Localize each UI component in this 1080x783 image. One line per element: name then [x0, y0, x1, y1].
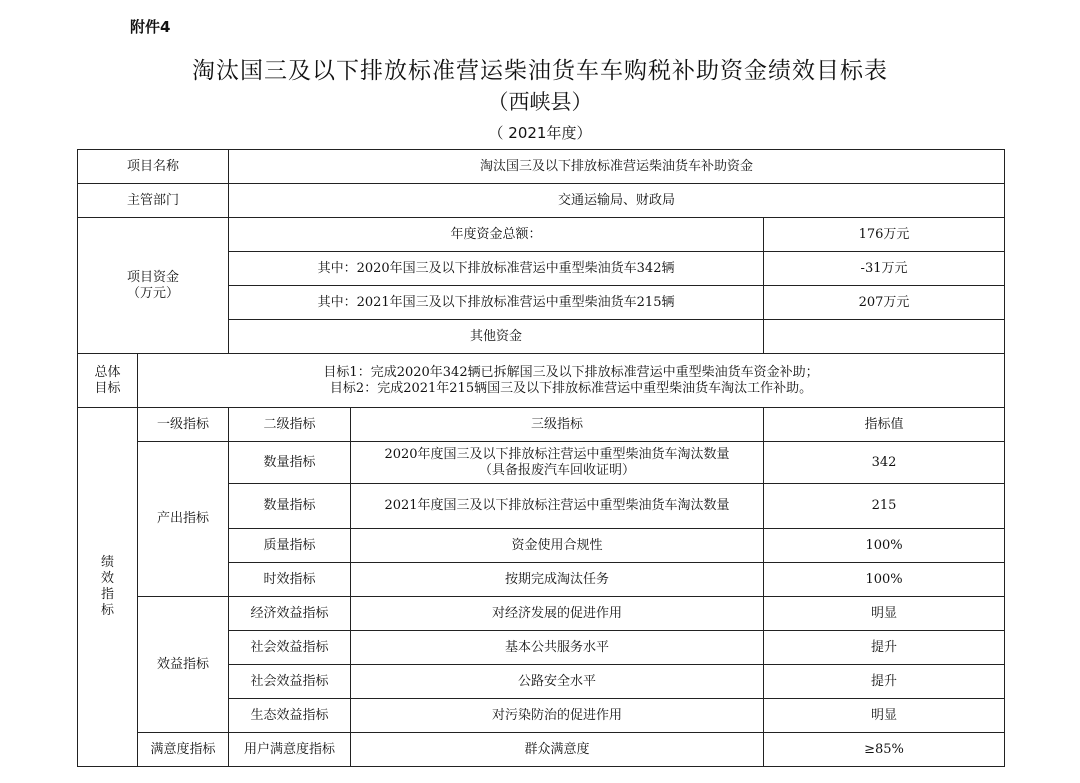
row-level3-line2: （具备报废汽车回收证明） — [479, 462, 636, 478]
performance-target-table — [77, 149, 1005, 767]
row-value: 提升 — [764, 631, 1005, 665]
row-value: 明显 — [764, 699, 1005, 733]
header-value: 指标值 — [764, 408, 1005, 442]
row-value: 100% — [764, 563, 1005, 597]
funds-label-line2: （万元） — [127, 285, 180, 301]
row-level3: 基本公共服务水平 — [351, 631, 764, 665]
output-indicator-label: 产出指标 — [138, 442, 229, 597]
row-level3: 群众满意度 — [351, 733, 764, 767]
header-level1: 一级指标 — [138, 408, 229, 442]
row-level2: 用户满意度指标 — [229, 733, 351, 767]
performance-indicator-label — [78, 408, 138, 767]
row-value: 提升 — [764, 665, 1005, 699]
table-row — [78, 150, 1005, 184]
row-level3-line1: 2020年度国三及以下排放标注营运中重型柴油货车淘汰数量 — [384, 446, 730, 462]
table-row — [78, 442, 1005, 484]
perf-char-3: 指 — [100, 587, 114, 602]
row-value: 明显 — [764, 597, 1005, 631]
funds-2020-value: -31万元 — [764, 252, 1005, 286]
funds-2021-label: 其中：2021年国三及以下排放标准营运中重型柴油货车215辆 — [229, 286, 764, 320]
overall-goal-text — [138, 354, 1005, 408]
row-level2: 质量指标 — [229, 529, 351, 563]
dept-label: 主管部门 — [78, 184, 229, 218]
row-value: 342 — [764, 442, 1005, 484]
funds-label-line1: 项目资金 — [127, 269, 180, 285]
row-value: ≥85% — [764, 733, 1005, 767]
table-row — [78, 597, 1005, 631]
row-level2: 社会效益指标 — [229, 665, 351, 699]
row-level2: 数量指标 — [229, 442, 351, 484]
overall-goal-label — [78, 354, 138, 408]
header-level3: 三级指标 — [351, 408, 764, 442]
table-row — [78, 218, 1005, 252]
dept-value: 交通运输局、财政局 — [229, 184, 1005, 218]
goal-1: 目标1：完成2020年342辆已拆解国三及以下排放标准营运中重型柴油货车资金补助； — [323, 364, 819, 380]
funds-2020-label: 其中：2020年国三及以下排放标准营运中重型柴油货车342辆 — [229, 252, 764, 286]
row-level2: 时效指标 — [229, 563, 351, 597]
overall-goal-label-line2: 目标 — [94, 380, 121, 396]
row-level3: 资金使用合规性 — [351, 529, 764, 563]
row-level2: 数量指标 — [229, 484, 351, 529]
satisfaction-indicator-label: 满意度指标 — [138, 733, 229, 767]
funds-total-label: 年度资金总额： — [229, 218, 764, 252]
row-level2: 生态效益指标 — [229, 699, 351, 733]
table-row — [78, 733, 1005, 767]
header-level2: 二级指标 — [229, 408, 351, 442]
overall-goal-label-line1: 总体 — [94, 364, 121, 380]
perf-char-1: 绩 — [100, 555, 114, 570]
attachment-label: 附件4 — [130, 18, 171, 36]
funds-2021-value: 207万元 — [764, 286, 1005, 320]
row-level3: 对经济发展的促进作用 — [351, 597, 764, 631]
row-level3: 对污染防治的促进作用 — [351, 699, 764, 733]
row-level3: 2021年度国三及以下排放标注营运中重型柴油货车淘汰数量 — [351, 484, 764, 529]
project-name-label: 项目名称 — [78, 150, 229, 184]
row-level3: 按期完成淘汰任务 — [351, 563, 764, 597]
document-year: （ 2021年度） — [488, 124, 592, 142]
row-value: 215 — [764, 484, 1005, 529]
funds-total-value: 176万元 — [764, 218, 1005, 252]
perf-char-2: 效 — [100, 571, 114, 586]
document-subtitle: （西峡县） — [487, 90, 593, 114]
funds-other-label: 其他资金 — [229, 320, 764, 354]
goal-2: 目标2：完成2021年215辆国三及以下排放标准营运中重型柴油货车淘汰工作补助。 — [329, 380, 813, 396]
row-value: 100% — [764, 529, 1005, 563]
project-name-value: 淘汰国三及以下排放标准营运柴油货车补助资金 — [229, 150, 1005, 184]
table-row — [78, 184, 1005, 218]
row-level2: 社会效益指标 — [229, 631, 351, 665]
table-row — [78, 354, 1005, 408]
row-level3 — [351, 442, 764, 484]
row-level2: 经济效益指标 — [229, 597, 351, 631]
table-row — [78, 408, 1005, 442]
document-title: 淘汰国三及以下排放标准营运柴油货车车购税补助资金绩效目标表 — [192, 58, 888, 84]
benefit-indicator-label: 效益指标 — [138, 597, 229, 733]
perf-char-4: 标 — [100, 603, 114, 618]
funds-other-value — [764, 320, 1005, 354]
row-level3: 公路安全水平 — [351, 665, 764, 699]
funds-label — [78, 218, 229, 354]
